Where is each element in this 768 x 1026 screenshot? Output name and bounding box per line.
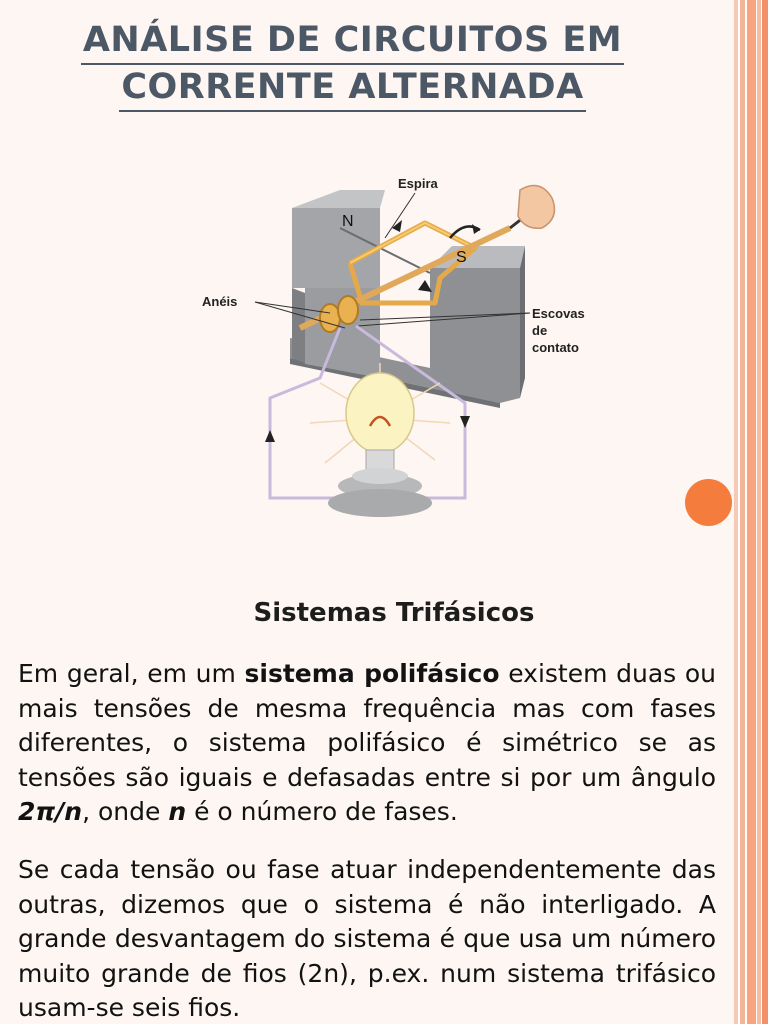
north-pole (292, 208, 380, 288)
label-escovas: Escovas (532, 306, 585, 321)
accent-dot (685, 479, 732, 526)
right-border-stripe (747, 0, 756, 1024)
paragraph-non-interconnected: Se cada tensão ou fase atuar independentemente das outras, dizemos que o sistema é não interligado. A grande desvantagem do sistema é que usa um número muito grande de fios (2n), p.ex. num sistema trifásico usam-se seis fios. (18, 855, 716, 1022)
section-subtitle: Sistemas Trifásicos (253, 598, 535, 628)
label-de: de (532, 323, 548, 338)
ring (338, 296, 358, 324)
right-border-stripe (740, 0, 745, 1024)
label-contato: contato (532, 340, 579, 355)
title-line-2: CORRENTE ALTERNADA (119, 65, 585, 112)
generator-illustration (180, 168, 600, 548)
label-pole-n: N (342, 213, 354, 230)
right-border-stripe (757, 0, 761, 1024)
paragraph-polyphase: Em geral, em um sistema polifásico existem duas ou mais tensões de mesma frequência mas com fases diferentes, o sistema polifásico é simétrico se as tensões são iguais e defasadas entre si por um ângulo 2π/n, onde n é o número de fases. (18, 659, 716, 826)
ring (320, 304, 340, 332)
right-border-stripe (734, 0, 738, 1024)
label-espira: Espira (398, 176, 438, 191)
light-bulb (346, 373, 414, 453)
slide-title (0, 18, 705, 112)
title-line-1: ANÁLISE DE CIRCUITOS EM (81, 18, 624, 65)
hand (518, 186, 554, 229)
label-aneis: Anéis (202, 294, 238, 309)
label-pole-s: S (456, 249, 467, 266)
south-pole (430, 268, 520, 403)
right-border-stripe (762, 0, 768, 1024)
